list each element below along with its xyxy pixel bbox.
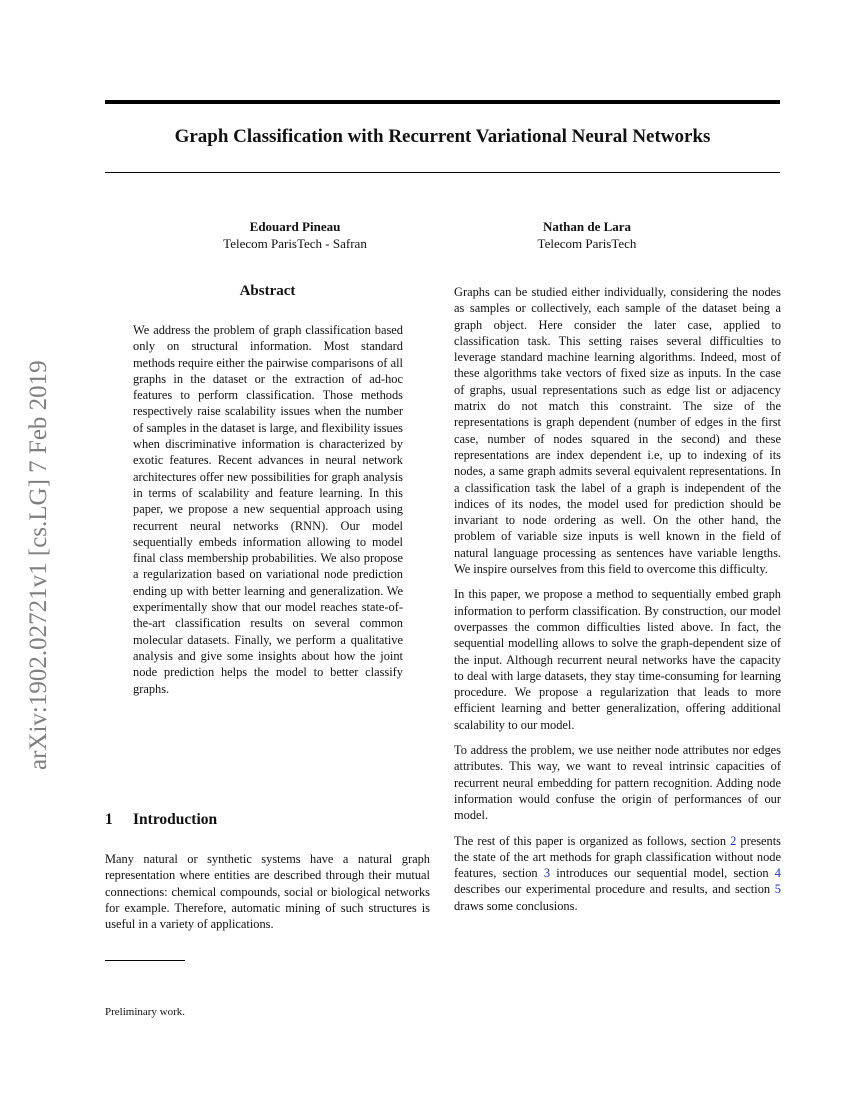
title-bottom-rule: [105, 172, 780, 173]
author-affiliation: Telecom ParisTech: [537, 236, 637, 251]
section-reference-link[interactable]: 3: [543, 866, 551, 881]
abstract-text: We address the problem of graph classification based only on structural information. Most standard methods require either the pairwise comparisons of all graphs in the dataset or the extraction of ad-hoc features to perform classification. Those methods respectively raise scalability issues when the number of samples in the dataset is large, and flexibility issues when discriminative information is characterized by exotic features. Recent advances in neural network architectures offer new possibilities for graph analysis in terms of scalability and feature learning. In this paper, we propose a new sequential approach using recurrent neural networks (RNN). Our model sequentially embeds information allowing to model final class membership probabilities. We also propose a regularization based on variational node prediction ending up with better learning and generalization. We experimentally show that our model reaches state-of-the-art classification results on several common molecular datasets. Finally, we perform a qualitative analysis and give some insights about how the joint node prediction helps the model to better classify graphs.: [133, 323, 403, 696]
abstract-heading: Abstract: [239, 283, 296, 299]
author-block: [200, 218, 390, 252]
author-block: [497, 218, 677, 252]
section-title: Introduction: [133, 811, 218, 828]
paper-title: Graph Classification with Recurrent Variational Neural Networks: [174, 126, 711, 147]
paragraph-with-references: The rest of this paper is organized as follows, section 2 presents the state of the art methods for graph classification without node features, section 3 introduces our sequential model, section 4 describes our experimental procedure and results, and section 5 draws some conclusions.: [454, 833, 781, 913]
author-name: Nathan de Lara: [542, 219, 632, 234]
section-reference-link[interactable]: 5: [774, 882, 781, 897]
paragraph: In this paper, we propose a method to sequentially embed graph information to perform classification. By construction, our model overpasses the common difficulties listed above. In fact, the sequential modelling allows to solve the graph-dependent size of the input. Although recurrent neural networks have the capacity to deal with large datasets, they stay time-consuming for learning procedure. We propose a regularization that leads to more efficient learning and better generalization, offering additional scalability to our model.: [454, 587, 781, 732]
section-reference-link[interactable]: 2: [730, 833, 737, 848]
author-affiliation: Telecom ParisTech - Safran: [223, 236, 367, 251]
title-top-rule: [105, 100, 780, 104]
right-column: [454, 284, 781, 923]
footnote-rule: [105, 960, 185, 961]
paragraph: To address the problem, we use neither node attributes nor edges attributes. This way, we want to reveal intrinsic capacities of recurrent neural embedding for pattern recognition. Adding node information would confuse the origin of performances of our model.: [454, 743, 781, 823]
footnote: Preliminary work.: [105, 1006, 186, 1018]
arxiv-identifier: arXiv:1902.02721v1 [cs.LG] 7 Feb 2019: [25, 360, 52, 770]
paragraph: Graphs can be studied either individually, considering the nodes as samples or collectively, each sample of the dataset being a graph object. Here consider the later case, applied to classification task. This setting raises several difficulties to leverage standard machine learning algorithms. Indeed, most of these algorithms take vectors of fixed size as inputs. In the case of graphs, usual representations such as edge list or adjacency matrix do not match this constraint. The size of the representations is graph dependent (number of edges in the first case, number of nodes squared in the second) and these representations are index dependent i.e, up to indexing of its nodes, a same graph admits several equivalent representations. In a classification task the label of a graph is independent of the indices of its nodes, the model used for prediction should be invariant to node ordering as well. On the other hand, the problem of variable size inputs is well known in the field of natural language processing as sentences have variable lengths. We inspire ourselves from this field to overcome this difficulty.: [454, 285, 781, 577]
section-heading: [105, 811, 217, 829]
introduction-paragraph: Many natural or synthetic systems have a natural graph representation where entities are described through their mutual connections: chemical compounds, social or biological networks for example. Therefore, automatic mining of such structures is useful in a variety of applications.: [105, 852, 430, 932]
section-reference-link[interactable]: 4: [774, 866, 781, 881]
section-number: 1: [105, 811, 113, 828]
author-name: Edouard Pineau: [249, 219, 341, 234]
